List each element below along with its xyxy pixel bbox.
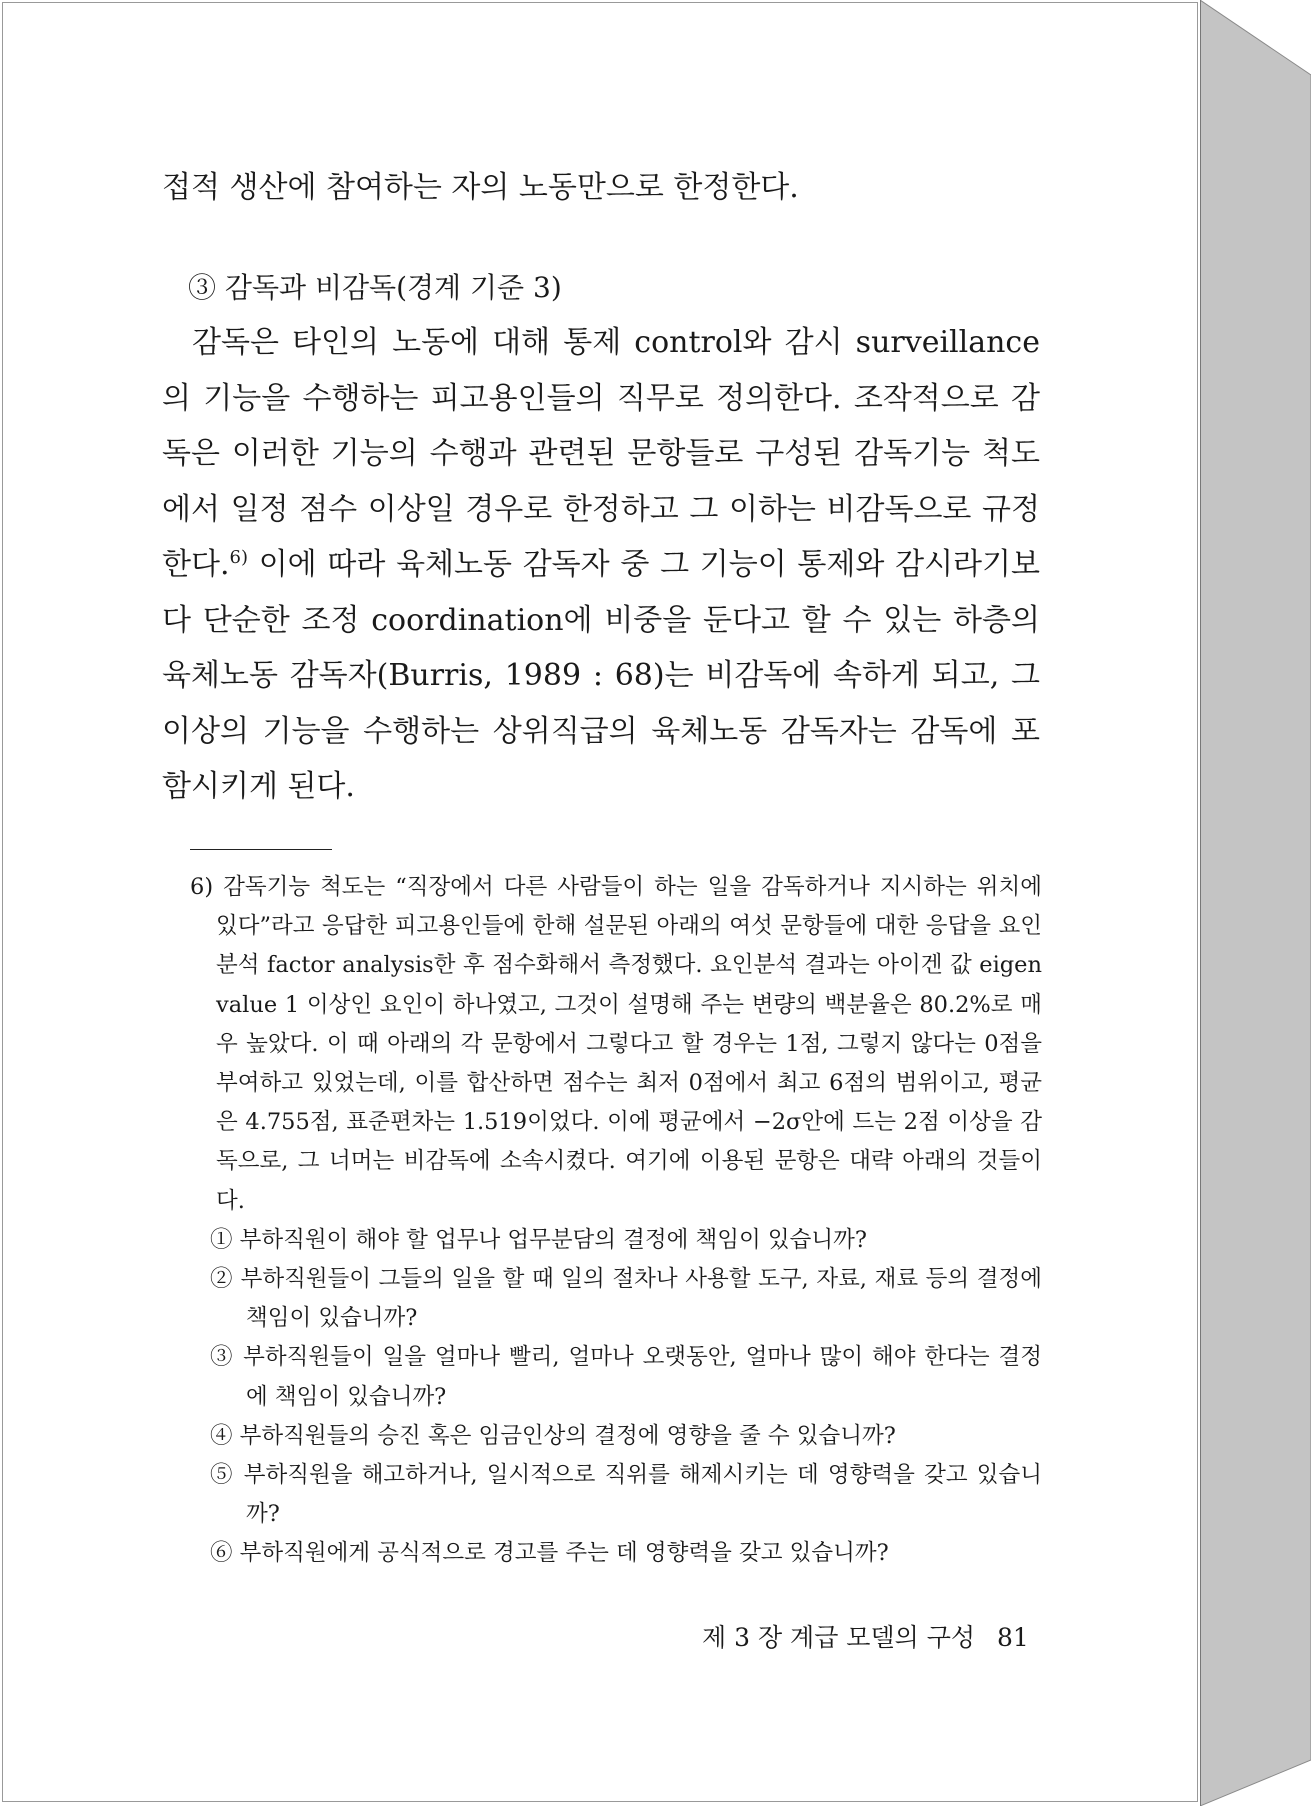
footnote-body [190, 868, 1042, 1221]
footnote-text: 감독기능 척도는 “직장에서 다른 사람들이 하는 일을 감독하거나 지시하는 위치에 있다”라고 응답한 피고용인들에 한해 설문된 아래의 여섯 문항들에 대한 응답을 요인분석 factor analysis한 후 점수화해서 측정했다. 요인분석 결과는 아이겐 값 eigen value 1 이상인 요인이 하나였고, 그것이 설명해 주는 변량의 백분율은 80.2%로 매우 높았다. 이 때 아래의 각 문항에서 그렇다고 할 경우는 1점, 그렇지 않다는 0점을 부여하고 있었는데, 이를 합산하면 점수는 최저 0점에서 최고 6점의 범위이고, 평균은 4.755점, 표준편차는 1.519이었다. 이에 평균에서 −2σ안에 드는 2점 이상을 감독으로, 그 너머는 비감독에 소속시켰다. 여기에 이용된 문항은 대략 아래의 것들이다. [216, 874, 1042, 1214]
footnote-number: 6) [190, 874, 214, 900]
footnote-6 [190, 868, 1042, 1574]
paragraph-part-1: 감독은 타인의 노동에 대해 통제 control와 감시 surveillance의 기능을 수행하는 피고용인들의 직무로 정의한다. 조작적으로 감독은 이러한 기능의 수행과 관련된 문항들로 구성된 감독기능 척도에서 일정 점수 이상일 경우로 한정하고 그 이하는 비감독으로 규정한다. [162, 325, 1040, 582]
page-footer [702, 1623, 1029, 1653]
footnote-item-6: ⑥ 부하직원에게 공식적으로 경고를 주는 데 영향력을 갖고 있습니까? [210, 1540, 889, 1567]
book-edge-decoration [1200, 0, 1311, 1806]
lead-line: 접적 생산에 참여하는 자의 노동만으로 한정한다. [162, 170, 799, 205]
paragraph-part-2: 이에 따라 육체노동 감독자 중 그 기능이 통제와 감시라기보다 단순한 조정 coordination에 비중을 둔다고 할 수 있는 하층의 육체노동 감독자(Burris, 1989 : 68)는 비감독에 속하게 되고, 그 이상의 기능을 수행하는 상위직급의 육체노동 감독자는 감독에 포함시키게 된다. [162, 547, 1040, 804]
section-heading: ③ 감독과 비감독(경계 기준 3) [188, 270, 562, 304]
book-edge-shape [1200, 0, 1311, 1806]
chapter-title: 제 3 장 계급 모델의 구성 [702, 1623, 975, 1652]
footnote-divider [190, 849, 332, 850]
footnote-item-5: ⑤ 부하직원을 해고하거나, 일시적으로 직위를 해제시키는 데 영향력을 갖고 있습니까? [210, 1462, 1042, 1528]
footnote-item-3: ③ 부하직원들이 일을 얼마나 빨리, 얼마나 오랫동안, 얼마나 많이 해야 한다는 결정에 책임이 있습니까? [210, 1344, 1042, 1410]
footnote-item-1: ① 부하직원이 해야 할 업무나 업무분담의 결정에 책임이 있습니까? [210, 1226, 867, 1253]
footnote-item-2: ② 부하직원들이 그들의 일을 할 때 일의 절차나 사용할 도구, 자료, 재료 등의 결정에 책임이 있습니까? [210, 1266, 1042, 1332]
footnote-reference[interactable]: 6) [229, 547, 248, 568]
page-number: 81 [997, 1623, 1029, 1652]
main-paragraph [162, 315, 1040, 815]
footnote-item-4: ④ 부하직원들의 승진 혹은 임금인상의 결정에 영향을 줄 수 있습니까? [210, 1422, 896, 1449]
main-text [162, 160, 1040, 815]
